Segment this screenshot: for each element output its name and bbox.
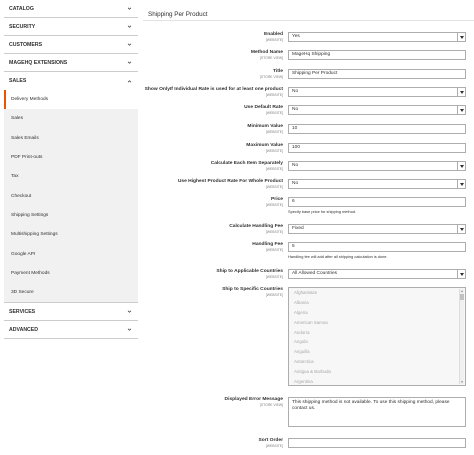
title-input[interactable]: Shipping Per Product: [288, 69, 466, 79]
scroll-down-arrow-icon[interactable]: ▼: [460, 380, 464, 384]
sidebar-item-label: Payment Methods: [11, 270, 50, 276]
dropdown-arrow-icon: [457, 106, 465, 114]
chevron-down-icon: [127, 60, 132, 65]
section-catalog[interactable]: [4, 0, 138, 18]
specific-countries-multiselect[interactable]: [288, 287, 466, 386]
section-magehq-extensions[interactable]: [4, 54, 138, 72]
section-label: SECURITY: [9, 23, 36, 30]
field-label: Ship to Specific Countries [WEBSITE]: [222, 287, 283, 297]
dropdown-arrow-icon: [457, 180, 465, 188]
sidebar-item-tax[interactable]: [4, 167, 138, 186]
sidebar-item-label: Sales Emails: [11, 135, 39, 141]
section-label: SERVICES: [9, 308, 36, 315]
section-security[interactable]: [4, 18, 138, 36]
calc-each-item-select[interactable]: No: [288, 161, 466, 171]
section-advanced[interactable]: [4, 321, 138, 339]
sidebar-item-label: Checkout: [11, 193, 32, 199]
sidebar-item-payment-methods[interactable]: [4, 264, 138, 283]
sidebar-item-delivery-methods[interactable]: [4, 90, 138, 109]
config-sidebar: [4, 0, 138, 455]
sidebar-item-sales-emails[interactable]: [4, 129, 138, 148]
section-sales-expanded: [4, 72, 138, 303]
error-message-textarea[interactable]: This shipping method is not available. To use this shipping method, please contact us.: [288, 397, 466, 427]
scroll-up-arrow-icon[interactable]: ▲: [460, 289, 464, 293]
sidebar-item-label: Tax: [11, 174, 19, 180]
use-default-rate-select[interactable]: No: [288, 105, 466, 115]
field-label: Maximum Value [WEBSITE]: [246, 143, 283, 153]
country-option[interactable]: Antigua & Barbuda: [294, 369, 331, 375]
maximum-value-input[interactable]: 100: [288, 143, 466, 153]
field-label: Minimum Value [WEBSITE]: [247, 124, 283, 134]
field-label: Method Name [STORE VIEW]: [250, 50, 283, 60]
country-option[interactable]: Argentina: [294, 379, 313, 385]
sidebar-item-label: Multishipping Settings: [11, 232, 58, 238]
field-label: Use Default Rate [WEBSITE]: [244, 105, 283, 115]
ship-applicable-select[interactable]: All Allowed Countries: [288, 269, 466, 279]
enabled-select[interactable]: Yes: [288, 32, 466, 42]
section-label: SALES: [9, 78, 27, 84]
sidebar-item-label: PDF Print-outs: [11, 155, 43, 161]
chevron-down-icon: [127, 6, 132, 11]
field-label: Handling Fee [WEBSITE]: [252, 242, 283, 252]
chevron-up-icon: [127, 79, 132, 84]
section-label: ADVANCED: [9, 326, 39, 333]
section-label: CUSTOMERS: [9, 41, 43, 48]
field-label: Calculate Each Item Separately [WEBSITE]: [210, 161, 283, 171]
divider: [143, 20, 474, 21]
sidebar-item-3d-secure[interactable]: [4, 283, 138, 302]
show-only-if-select[interactable]: No: [288, 87, 466, 97]
dropdown-arrow-icon: [457, 270, 465, 278]
country-option[interactable]: Andorra: [294, 329, 310, 335]
config-main: [143, 0, 474, 455]
field-label: Enabled [WEBSITE]: [263, 32, 283, 42]
group-title: Shipping Per Product: [148, 11, 208, 18]
dropdown-arrow-icon: [457, 225, 465, 233]
section-customers[interactable]: [4, 36, 138, 54]
field-label: Show OnlyIf Individual Rate is used for at least one product [WEBSITE]: [144, 87, 283, 97]
field-note: Handling fee will add after all shipping calculation is done.: [288, 254, 388, 259]
sidebar-item-google-api[interactable]: [4, 244, 138, 263]
section-services[interactable]: [4, 303, 138, 321]
country-option[interactable]: American Samoa: [294, 319, 328, 325]
sidebar-item-checkout[interactable]: [4, 186, 138, 205]
method-name-input[interactable]: MageHq Shipping: [288, 50, 466, 60]
sidebar-item-pdf-printouts[interactable]: [4, 148, 138, 167]
country-option[interactable]: Angola: [294, 339, 308, 345]
dropdown-arrow-icon: [457, 88, 465, 96]
calc-handling-fee-select[interactable]: Fixed: [288, 224, 466, 234]
sidebar-item-sales[interactable]: [4, 109, 138, 128]
sidebar-item-label: Shipping Settings: [11, 212, 49, 218]
chevron-down-icon: [127, 327, 132, 332]
field-label: Title [STORE VIEW]: [259, 69, 283, 79]
minimum-value-input[interactable]: 10: [288, 124, 466, 134]
price-input[interactable]: 6: [288, 197, 466, 207]
scrollbar[interactable]: [459, 289, 464, 384]
section-sales[interactable]: [4, 72, 138, 90]
country-option[interactable]: Afghanistan: [294, 290, 318, 295]
field-label: Price [WEBSITE]: [265, 197, 283, 207]
chevron-down-icon: [127, 309, 132, 314]
handling-fee-input[interactable]: 5: [288, 242, 466, 252]
sort-order-input[interactable]: [288, 438, 466, 448]
dropdown-arrow-icon: [457, 162, 465, 170]
field-label: Displayed Error Message [STORE VIEW]: [224, 397, 283, 407]
sidebar-item-label: Delivery Methods: [11, 97, 49, 103]
chevron-down-icon: [127, 24, 132, 29]
scroll-thumb[interactable]: [460, 294, 464, 300]
sidebar-item-label: Sales: [11, 116, 23, 122]
sidebar-item-shipping-settings[interactable]: [4, 206, 138, 225]
country-option[interactable]: Anguilla: [294, 349, 310, 355]
field-label: Use Highest Product Rate For Whole Product [WEBSITE]: [177, 179, 283, 189]
field-note: Specify base price for shipping method.: [288, 209, 357, 214]
country-option[interactable]: Antarctica: [294, 359, 314, 365]
chevron-down-icon: [127, 42, 132, 47]
sidebar-item-label: Google API: [11, 251, 36, 257]
field-label: Calculate Handling Fee [WEBSITE]: [229, 224, 283, 234]
section-label: MAGEHQ EXTENSIONS: [9, 59, 68, 66]
dropdown-arrow-icon: [457, 33, 465, 41]
sidebar-item-multishipping-settings[interactable]: [4, 225, 138, 244]
section-label: CATALOG: [9, 5, 34, 12]
country-option[interactable]: Albania: [294, 299, 309, 305]
sidebar-item-label: 3D Secure: [11, 290, 34, 296]
country-option[interactable]: Algeria: [294, 309, 308, 315]
field-label: Sort Order [WEBSITE]: [258, 438, 283, 448]
field-label: Ship to Applicable Countries [WEBSITE]: [216, 269, 283, 279]
use-highest-rate-select[interactable]: No: [288, 179, 466, 189]
